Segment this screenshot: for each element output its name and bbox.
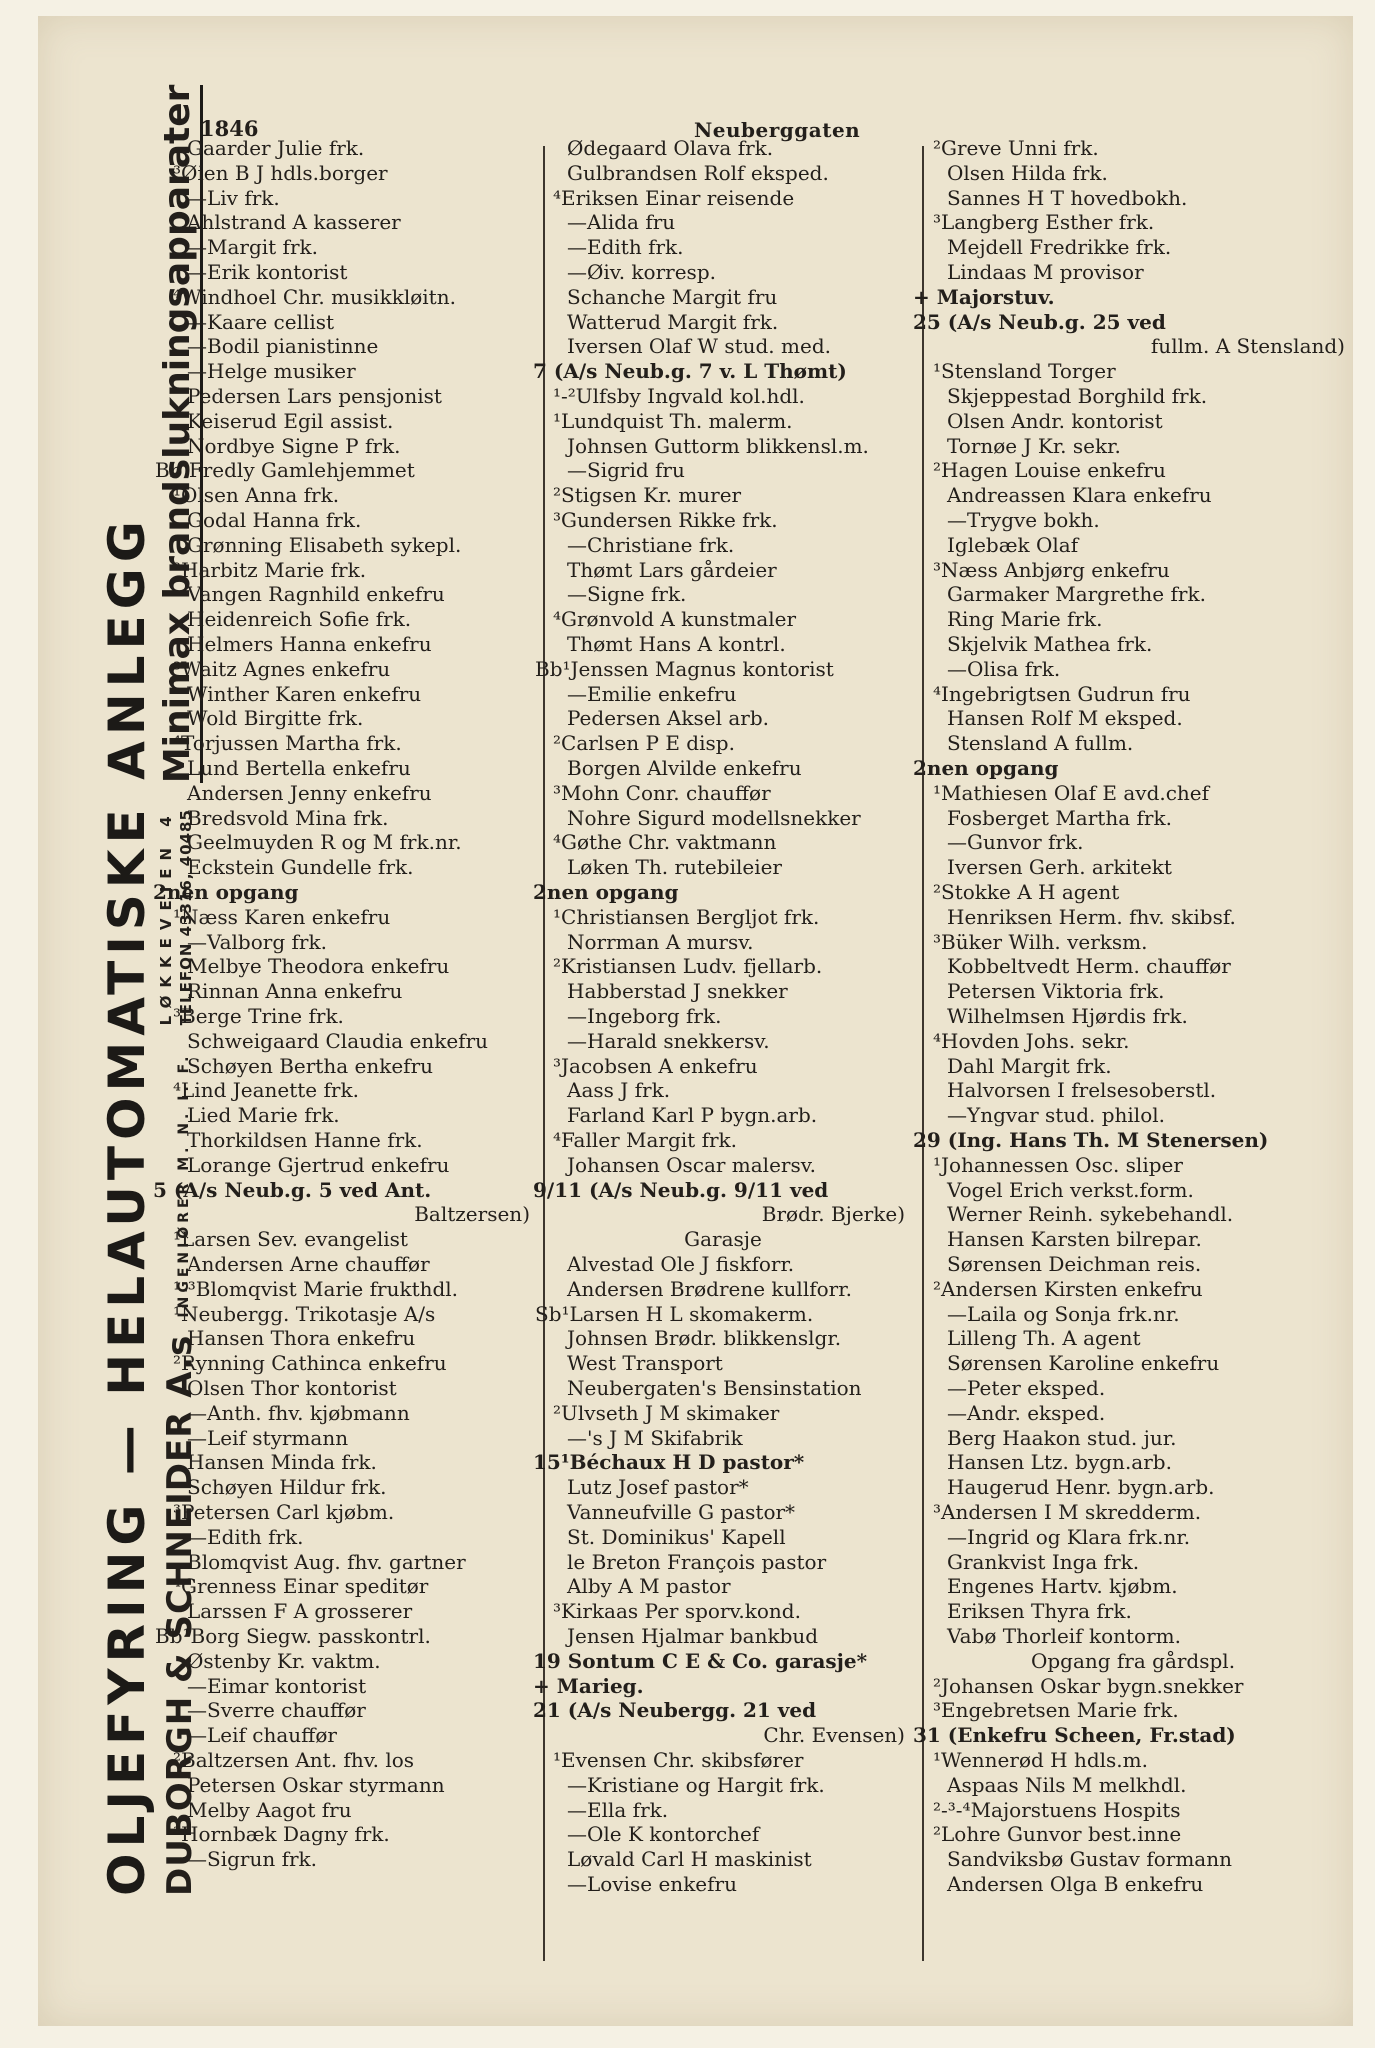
directory-entry: Lund Bertella enkefru xyxy=(187,756,411,780)
directory-entry: Melby Aagot fru xyxy=(187,1798,352,1822)
directory-entry: Berg Haakon stud. jur. xyxy=(947,1426,1177,1450)
directory-entry: Thømt Lars gårdeier xyxy=(567,558,777,582)
directory-entry: 25 (A/s Neub.g. 25 ved xyxy=(913,310,1166,334)
directory-entry: —Trygve bokh. xyxy=(947,508,1100,532)
directory-entry: le Breton François pastor xyxy=(567,1550,827,1574)
directory-entry: ³Hornbæk Dagny frk. xyxy=(173,1822,390,1846)
directory-entry: fullm. A Stensland) xyxy=(1150,334,1345,358)
directory-entry: —Peter eksped. xyxy=(947,1376,1106,1400)
directory-entry: Iglebæk Olaf xyxy=(947,533,1079,557)
directory-entry: Hansen Karsten bilrepar. xyxy=(947,1227,1202,1251)
directory-entry: Bb Fredly Gamlehjemmet xyxy=(155,458,415,482)
directory-entry: ³Waitz Agnes enkefru xyxy=(173,657,391,681)
directory-entry: + Marieg. xyxy=(533,1674,644,1698)
directory-entry: ³Büker Wilh. verksm. xyxy=(933,930,1148,954)
directory-entry: 2nen opgang xyxy=(913,756,1059,780)
directory-entry: ¹Larsen Sev. evangelist xyxy=(173,1227,408,1251)
directory-entry: Lied Marie frk. xyxy=(187,1103,340,1127)
directory-entry: —'s J M Skifabrik xyxy=(567,1426,743,1450)
directory-entry: Olsen Hilda frk. xyxy=(947,161,1108,185)
directory-entry: ¹Olsen Anna frk. xyxy=(173,483,340,507)
directory-entry: ¹-²Ulfsby Ingvald kol.hdl. xyxy=(553,384,805,408)
directory-entry: ³Kirkaas Per sporv.kond. xyxy=(553,1599,801,1623)
directory-entry: —Sverre chauffør xyxy=(187,1698,366,1722)
directory-entry: St. Dominikus' Kapell xyxy=(567,1525,786,1549)
directory-entry: Vogel Erich verkst.form. xyxy=(947,1178,1194,1202)
directory-entry: ³Andersen I M skredderm. xyxy=(933,1500,1202,1524)
directory-entry: Hansen Thora enkefru xyxy=(187,1326,416,1350)
directory-entry: —Eimar kontorist xyxy=(187,1674,367,1698)
directory-entry: Lorange Gjertrud enkefru xyxy=(187,1153,450,1177)
directory-entry: ³Langberg Esther frk. xyxy=(933,210,1155,234)
directory-entry: Blomqvist Aug. fhv. gartner xyxy=(187,1550,466,1574)
directory-entry: Løvald Carl H maskinist xyxy=(567,1847,812,1871)
directory-entry: —Andr. eksped. xyxy=(947,1401,1106,1425)
directory-entry: 2nen opgang xyxy=(533,880,679,904)
directory-entry: ²Harbitz Marie frk. xyxy=(173,558,367,582)
directory-entry: 7 (A/s Neub.g. 7 v. L Thømt) xyxy=(533,359,847,383)
directory-entry: Sb¹Larsen H L skomakerm. xyxy=(535,1302,814,1326)
directory-entry: ¹Lundquist Th. malerm. xyxy=(553,409,793,433)
directory-entry: ³Engebretsen Marie frk. xyxy=(933,1698,1179,1722)
directory-entry: ²Johansen Oskar bygn.snekker xyxy=(933,1674,1244,1698)
directory-entry: ⁴Windhoel Chr. musikkløitn. xyxy=(173,285,456,309)
directory-entry: 19 Sontum C E & Co. garasje* xyxy=(533,1649,868,1673)
directory-entry: ¹-³Blomqvist Marie frukthdl. xyxy=(173,1277,459,1301)
directory-entry: Geelmuyden R og M frk.nr. xyxy=(187,830,462,854)
directory-entry: ¹Stensland Torger xyxy=(933,359,1116,383)
directory-entry: ³Øien B J hdls.borger xyxy=(173,161,388,185)
directory-entry: Baltzersen) xyxy=(414,1202,530,1226)
directory-entry: Opgang fra gårdspl. xyxy=(1030,1649,1236,1673)
directory-entry: Petersen Viktoria frk. xyxy=(947,979,1165,1003)
directory-entry: Andersen Jenny enkefru xyxy=(187,781,432,805)
directory-entry: ¹Christiansen Bergljot frk. xyxy=(553,905,820,929)
directory-entry: —Liv frk. xyxy=(187,186,280,210)
directory-entry: ⁴Ingebrigtsen Gudrun fru xyxy=(933,682,1191,706)
directory-entry: —Sigrun frk. xyxy=(187,1847,318,1871)
directory-entry: Schøyen Hildur frk. xyxy=(187,1475,387,1499)
directory-entry: Alvestad Ole J fiskforr. xyxy=(567,1252,795,1276)
running-head: Neuberggaten xyxy=(694,118,861,142)
directory-entry: Pedersen Aksel arb. xyxy=(567,706,769,730)
directory-entry: —Edith frk. xyxy=(187,1525,304,1549)
directory-entry: —Bodil pianistinne xyxy=(187,334,379,358)
directory-entry: ¹Johannessen Osc. sliper xyxy=(933,1153,1183,1177)
directory-entry: Eckstein Gundelle frk. xyxy=(187,855,414,879)
directory-entry: Bb¹Jenssen Magnus kontorist xyxy=(535,657,834,681)
directory-entry: ¹Mathiesen Olaf E avd.chef xyxy=(933,781,1210,805)
directory-entry: Engenes Hartv. kjøbm. xyxy=(947,1574,1178,1598)
directory-entry: —Ingeborg frk. xyxy=(567,1004,722,1028)
directory-entry: Wilhelmsen Hjørdis frk. xyxy=(947,1004,1188,1028)
directory-entry: ³Mohn Conr. chauffør xyxy=(553,781,771,805)
directory-entry: ²Lohre Gunvor best.inne xyxy=(933,1822,1182,1846)
directory-entry: Mejdell Fredrikke frk. xyxy=(947,235,1172,259)
directory-entry: ¹Evensen Chr. skibsfører xyxy=(553,1748,804,1772)
directory-entry: ²Carlsen P E disp. xyxy=(553,731,735,755)
ad-phone: TELEFON 43316, 40485 xyxy=(177,809,195,1026)
directory-entry: Keiserud Egil assist. xyxy=(187,409,394,433)
directory-entry: Nohre Sigurd modellsnekker xyxy=(567,806,861,830)
directory-entry: Alby A M pastor xyxy=(567,1574,731,1598)
directory-entry: Haugerud Henr. bygn.arb. xyxy=(947,1475,1215,1499)
directory-entry: Løken Th. rutebileier xyxy=(567,855,782,879)
directory-entry: ⁴Faller Margit frk. xyxy=(553,1128,738,1152)
directory-entry: Gulbrandsen Rolf eksped. xyxy=(567,161,829,185)
directory-entry: ²Baltzersen Ant. fhv. los xyxy=(173,1748,415,1772)
directory-entry: —Edith frk. xyxy=(567,235,684,259)
ad-street: LØKKEVEIEN 4 xyxy=(157,808,175,1026)
directory-entry: —Yngvar stud. philol. xyxy=(947,1103,1165,1127)
directory-entry: ²Ulvseth J M skimaker xyxy=(553,1401,780,1425)
directory-entry: Habberstad J snekker xyxy=(567,979,788,1003)
ad-engineers: INGENIØRER M. N. I. F. xyxy=(176,1052,192,1318)
directory-entry: Garmaker Margrethe frk. xyxy=(947,582,1206,606)
directory-entry: —Signe frk. xyxy=(567,582,687,606)
directory-entry: —Emilie enkefru xyxy=(567,682,737,706)
directory-entry: Dahl Margit frk. xyxy=(947,1054,1112,1078)
directory-entry: ¹Næss Karen enkefru xyxy=(173,905,391,929)
directory-entry: —Lovise enkefru xyxy=(567,1872,737,1896)
directory-entry: —Kaare cellist xyxy=(187,310,335,334)
directory-entry: Skjeppestad Borghild frk. xyxy=(947,384,1208,408)
directory-entry: Halvorsen I frelsesoberstl. xyxy=(947,1078,1217,1102)
directory-entry: Pedersen Lars pensjonist xyxy=(187,384,442,408)
directory-entry: ³Petersen Carl kjøbm. xyxy=(173,1500,395,1524)
directory-entry: Tornøe J Kr. sekr. xyxy=(947,434,1121,458)
directory-entry: Schanche Margit fru xyxy=(567,285,778,309)
directory-entry: Stensland A fullm. xyxy=(947,731,1134,755)
directory-entry: Vabø Thorleif kontorm. xyxy=(947,1624,1181,1648)
directory-entry: Gaarder Julie frk. xyxy=(187,136,365,160)
directory-entry: Rinnan Anna enkefru xyxy=(187,979,403,1003)
directory-entry: ⁴Gøthe Chr. vaktmann xyxy=(553,830,777,854)
directory-entry: Lilleng Th. A agent xyxy=(947,1326,1141,1350)
directory-entry: Borgen Alvilde enkefru xyxy=(567,756,802,780)
directory-entry: Olsen Andr. kontorist xyxy=(947,409,1163,433)
directory-entry: —Erik kontorist xyxy=(187,260,348,284)
directory-entry: Farland Karl P bygn.arb. xyxy=(567,1103,818,1127)
directory-entry: Andersen Arne chauffør xyxy=(187,1252,430,1276)
directory-entry: Sandviksbø Gustav formann xyxy=(947,1847,1232,1871)
directory-entry: Iversen Olaf W stud. med. xyxy=(567,334,831,358)
directory-entry: ²Andersen Kirsten enkefru xyxy=(933,1277,1203,1301)
page-number: 1846 xyxy=(200,116,259,141)
directory-entry: —Øiv. korresp. xyxy=(567,260,716,284)
directory-entry: Ahlstrand A kasserer xyxy=(187,210,401,234)
directory-entry: Iversen Gerh. arkitekt xyxy=(947,855,1172,879)
directory-entry: Norrman A mursv. xyxy=(567,930,754,954)
directory-entry: Chr. Evensen) xyxy=(763,1723,905,1747)
directory-entry: ⁴Torjussen Martha frk. xyxy=(173,731,402,755)
directory-entry: Johnsen Guttorm blikkensl.m. xyxy=(567,434,869,458)
directory-entry: —Alida fru xyxy=(567,210,676,234)
directory-entry: Nordbye Signe P frk. xyxy=(187,434,401,458)
directory-entry: Larssen F A grosserer xyxy=(187,1599,413,1623)
directory-entry: Østenby Kr. vaktm. xyxy=(187,1649,381,1673)
ad-headline: OLJEFYRING — HELAUTOMATISKE ANLEGG xyxy=(98,515,156,1896)
directory-entry: Skjelvik Mathea frk. xyxy=(947,632,1153,656)
directory-entry: Sannes H T hovedbokh. xyxy=(947,186,1188,210)
directory-entry: —Margit frk. xyxy=(187,235,318,259)
directory-entry: Sørensen Deichman reis. xyxy=(947,1252,1202,1276)
directory-entry: Aspaas Nils M melkhdl. xyxy=(947,1773,1187,1797)
directory-entry: Andersen Brødrene kullforr. xyxy=(567,1277,852,1301)
directory-entry: Melbye Theodora enkefru xyxy=(187,954,450,978)
directory-entry: 31 (Enkefru Scheen, Fr.stad) xyxy=(913,1723,1236,1747)
directory-entry: Schweigaard Claudia enkefru xyxy=(187,1029,489,1053)
directory-entry: Johnsen Brødr. blikkenslgr. xyxy=(567,1326,842,1350)
directory-entry: Winther Karen enkefru xyxy=(187,682,422,706)
directory-entry: —Kristiane og Hargit frk. xyxy=(567,1773,825,1797)
directory-entry: ³Berge Trine frk. xyxy=(173,1004,344,1028)
directory-entry: —Harald snekkersv. xyxy=(567,1029,770,1053)
directory-entry: —Christiane frk. xyxy=(567,533,735,557)
directory-entry: Johansen Oscar malersv. xyxy=(567,1153,817,1177)
directory-entry: Werner Reinh. sykebehandl. xyxy=(947,1202,1234,1226)
directory-entry: Hansen Ltz. bygn.arb. xyxy=(947,1450,1172,1474)
directory-entry: Grønning Elisabeth sykepl. xyxy=(187,533,462,557)
directory-entry: ⁴Eriksen Einar reisende xyxy=(553,186,795,210)
directory-entry: —Olisa frk. xyxy=(947,657,1061,681)
directory-entry: West Transport xyxy=(567,1351,723,1375)
directory-entry: —Valborg frk. xyxy=(187,930,327,954)
directory-entry: 15¹Béchaux H D pastor* xyxy=(533,1450,805,1474)
directory-entry: Andersen Olga B enkefru xyxy=(947,1872,1204,1896)
ad-product: Minimax brandslukningsapparater xyxy=(156,85,203,784)
directory-entry: ²Stokke A H agent xyxy=(933,880,1120,904)
directory-entry: ¹Wennerød H hdls.m. xyxy=(933,1748,1148,1772)
directory-entry: Lutz Josef pastor* xyxy=(567,1475,749,1499)
directory-entry: ²Hagen Louise enkefru xyxy=(933,458,1166,482)
directory-entry: Olsen Thor kontorist xyxy=(187,1376,397,1400)
directory-entry: ⁴Grønvold A kunstmaler xyxy=(553,607,797,631)
directory-entry: ²Stigsen Kr. murer xyxy=(553,483,742,507)
directory-entry: Ring Marie frk. xyxy=(947,607,1103,631)
directory-entry: ³Næss Anbjørg enkefru xyxy=(933,558,1170,582)
directory-entry: —Helge musiker xyxy=(187,359,356,383)
directory-entry: Petersen Oskar styrmann xyxy=(187,1773,445,1797)
directory-entry: Fosberget Martha frk. xyxy=(947,806,1172,830)
directory-entry: 9/11 (A/s Neub.g. 9/11 ved xyxy=(533,1178,829,1202)
directory-entry: 21 (A/s Neubergg. 21 ved xyxy=(533,1698,817,1722)
directory-entry: Lindaas M provisor xyxy=(947,260,1144,284)
directory-entry: ³Gundersen Rikke frk. xyxy=(553,508,778,532)
directory-entry: Hansen Minda frk. xyxy=(187,1450,377,1474)
directory-entry: —Leif chauffør xyxy=(187,1723,337,1747)
column-divider-2 xyxy=(922,146,924,1961)
directory-entry: Vangen Ragnhild enkefru xyxy=(187,582,445,606)
directory-entry: —Leif styrmann xyxy=(187,1426,349,1450)
directory-entry: Ødegaard Olava frk. xyxy=(567,136,774,160)
directory-entry: ²Kristiansen Ludv. fjellarb. xyxy=(553,954,823,978)
directory-entry: ²Rynning Cathinca enkefru xyxy=(173,1351,447,1375)
directory-entry: Brødr. Bjerke) xyxy=(761,1202,905,1226)
directory-entry: Kobbeltvedt Herm. chauffør xyxy=(947,954,1231,978)
directory-entry: —Laila og Sonja frk.nr. xyxy=(947,1302,1180,1326)
directory-entry: —Ingrid og Klara frk.nr. xyxy=(947,1525,1191,1549)
directory-entry: ³Jacobsen A enkefru xyxy=(553,1054,758,1078)
directory-entry: Heidenreich Sofie frk. xyxy=(187,607,412,631)
directory-entry: Aass J frk. xyxy=(567,1078,671,1102)
directory-entry: 2nen opgang xyxy=(153,880,299,904)
directory-entry: Wold Birgitte frk. xyxy=(187,706,364,730)
directory-entry: Vanneufville G pastor* xyxy=(567,1500,796,1524)
directory-entry: Godal Hanna frk. xyxy=(187,508,362,532)
directory-entry: Andreassen Klara enkefru xyxy=(947,483,1212,507)
directory-entry: Sørensen Karoline enkefru xyxy=(947,1351,1220,1375)
directory-entry: Henriksen Herm. fhv. skibsf. xyxy=(947,905,1236,929)
directory-entry: —Gunvor frk. xyxy=(947,830,1084,854)
directory-entry: ²-³-⁴Majorstuens Hospits xyxy=(933,1798,1181,1822)
directory-entry: Bredsvold Mina frk. xyxy=(187,806,389,830)
directory-entry: Thorkildsen Hanne frk. xyxy=(187,1128,423,1152)
directory-entry: 5 (A/s Neub.g. 5 ved Ant. xyxy=(153,1178,432,1202)
directory-entry: ⁴Hovden Johs. sekr. xyxy=(933,1029,1130,1053)
directory-entry: Thømt Hans A kontrl. xyxy=(567,632,786,656)
directory-entry: ¹Neubergg. Trikotasje A/s xyxy=(173,1302,436,1326)
directory-entry: + Majorstuv. xyxy=(913,285,1055,309)
directory-entry: Hansen Rolf M eksped. xyxy=(947,706,1183,730)
directory-entry: Garasje xyxy=(684,1227,762,1251)
directory-entry: Schøyen Bertha enkefru xyxy=(187,1054,434,1078)
directory-entry: ⁴Grenness Einar speditør xyxy=(173,1574,429,1598)
directory-entry: —Ole K kontorchef xyxy=(567,1822,760,1846)
directory-entry: Helmers Hanna enkefru xyxy=(187,632,432,656)
directory-entry: Watterud Margit frk. xyxy=(567,310,779,334)
directory-entry: —Sigrid fru xyxy=(567,458,685,482)
directory-entry: ⁴Lind Jeanette frk. xyxy=(173,1078,359,1102)
directory-entry: —Ella frk. xyxy=(567,1798,669,1822)
directory-entry: —Anth. fhv. kjøbmann xyxy=(187,1401,410,1425)
directory-entry: Neubergaten's Bensinstation xyxy=(567,1376,862,1400)
directory-entry: 29 (Ing. Hans Th. M Stenersen) xyxy=(913,1128,1269,1152)
directory-entry: ²Greve Unni frk. xyxy=(933,136,1099,160)
directory-entry: Eriksen Thyra frk. xyxy=(947,1599,1132,1623)
directory-page xyxy=(38,16,1353,2026)
directory-entry: Grankvist Inga frk. xyxy=(947,1550,1140,1574)
directory-entry: Jensen Hjalmar bankbud xyxy=(567,1624,819,1648)
ad-company-name: DUBORGH & SCHNEIDER A.s xyxy=(160,1334,200,1896)
directory-entry: Bb¹Borg Siegw. passkontrl. xyxy=(155,1624,431,1648)
